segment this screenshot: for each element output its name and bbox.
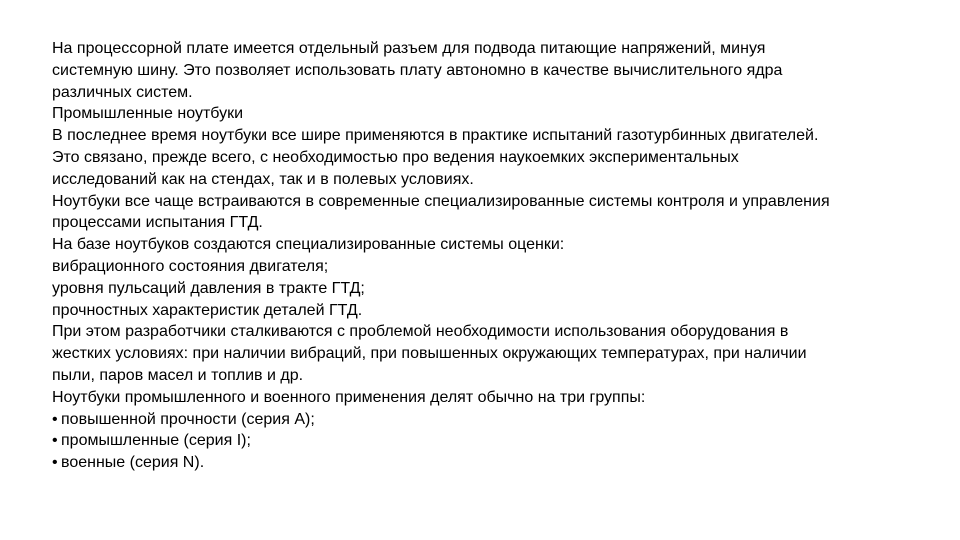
text-line: различных систем. bbox=[52, 83, 193, 101]
text-line: В последнее время ноутбуки все шире применяются в практике испытаний газотурбинных двигателей. bbox=[52, 127, 819, 145]
text-line: системную шину. Это позволяет использовать плату автономно в качестве вычислительного ядра bbox=[52, 61, 783, 79]
text-line: Это связано, прежде всего, с необходимостью про ведения наукоемких экспериментальных bbox=[52, 148, 739, 166]
bullet-text: повышенной прочности (серия А); bbox=[61, 410, 315, 428]
text-line: На процессорной плате имеется отдельный разъем для подвода питающие напряжений, минуя bbox=[52, 40, 766, 57]
text-line: исследований как на стендах, так и в полевых условиях. bbox=[52, 170, 474, 188]
bullet-item bbox=[52, 409, 932, 431]
text-line: При этом разработчики сталкиваются с проблемой необходимости использования оборудования в bbox=[52, 323, 789, 341]
bullet-icon: • bbox=[52, 410, 58, 428]
text-line: Ноутбуки промышленного и военного применения делят обычно на три группы: bbox=[52, 388, 646, 406]
text-line: Ноутбуки все чаще встраиваются в современные специализированные системы контроля и управления bbox=[52, 192, 830, 210]
bullet-icon: • bbox=[52, 432, 58, 450]
bullet-icon: • bbox=[52, 454, 58, 472]
bullet-text: военные (серия N). bbox=[61, 454, 205, 472]
text-line: прочностных характеристик деталей ГТД. bbox=[52, 301, 363, 319]
text-line: На базе ноутбуков создаются специализированные системы оценки: bbox=[52, 236, 565, 254]
bullet-item bbox=[52, 452, 932, 474]
bullet-text: промышленные (серия I); bbox=[61, 432, 251, 450]
text-line: процессами испытания ГТД. bbox=[52, 214, 263, 232]
text-line: жестких условиях: при наличии вибраций, при повышенных окружающих температурах, при наличии bbox=[52, 345, 807, 363]
bullet-item bbox=[52, 430, 932, 452]
text-line: пыли, паров масел и топлив и др. bbox=[52, 366, 304, 384]
section-heading: Промышленные ноутбуки bbox=[52, 105, 244, 123]
slide-text-body bbox=[52, 38, 932, 474]
text-line: уровня пульсаций давления в тракте ГТД; bbox=[52, 279, 365, 297]
text-line: вибрационного состояния двигателя; bbox=[52, 257, 329, 275]
